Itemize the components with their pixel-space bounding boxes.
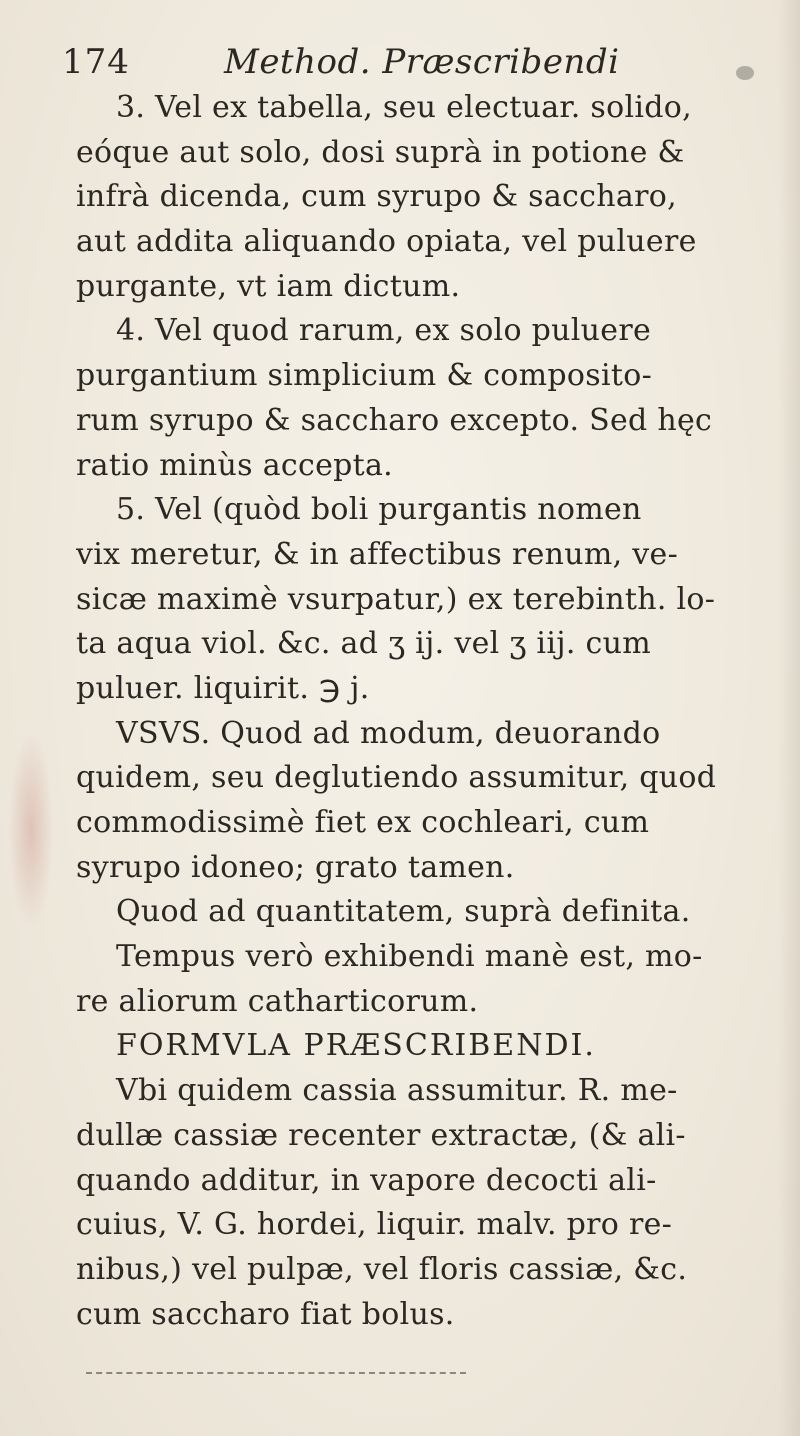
text-line: cuius, V. G. hordei, liquir. malv. pro re-	[76, 1207, 673, 1243]
text-line: puluer. liquirit. ℈ j.	[76, 670, 370, 706]
body-text	[76, 86, 788, 1337]
text-line: eóque aut solo, dosi suprà in potione &	[76, 134, 685, 170]
page-number: 174	[62, 42, 130, 82]
text-line: purgante, vt iam dictum.	[76, 268, 461, 304]
text-line: sicæ maximè vsurpatur,) ex terebinth. lo-	[76, 581, 716, 617]
text-line: syrupo idoneo; grato tamen.	[76, 849, 515, 885]
text-line: ta aqua viol. &c. ad ʒ ij. vel ʒ iij. cum	[76, 626, 651, 662]
text-line: aut addita aliquando opiata, vel puluere	[76, 224, 697, 260]
text-line: infrà dicenda, cum syrupo & saccharo,	[76, 179, 677, 215]
paper-stain	[8, 730, 54, 930]
text-line: Vbi quidem cassia assumitur. R. me-	[116, 1073, 678, 1109]
text-line: rum syrupo & saccharo excepto. Sed hęc	[76, 402, 713, 438]
text-line: dullæ cassiæ recenter extractæ, (& ali-	[76, 1117, 686, 1153]
text-line: nibus,) vel pulpæ, vel floris cassiæ, &c.	[76, 1251, 688, 1287]
text-line: 5. Vel (quòd boli purgantis nomen	[116, 492, 642, 528]
text-line: ratio minùs accepta.	[76, 447, 394, 483]
text-line: quidem, seu deglutiendo assumitur, quod	[76, 760, 717, 796]
section-heading: FORMVLA PRÆSCRIBENDI.	[116, 1028, 596, 1064]
text-line: VSVS. Quod ad modum, deuorando	[116, 715, 661, 751]
text-line: commodissimè fiet ex cochleari, cum	[76, 805, 650, 840]
text-line: re aliorum catharticorum.	[76, 983, 479, 1019]
text-line: Tempus verò exhibendi manè est, mo-	[116, 939, 703, 975]
text-line: purgantium simplicium & composito-	[76, 358, 653, 394]
text-line: 3. Vel ex tabella, seu electuar. solido,	[116, 90, 692, 125]
text-line: vix meretur, & in affectibus renum, ve-	[76, 536, 679, 572]
running-head: Method. Præscribendi	[224, 42, 620, 82]
footer-rule	[86, 1372, 466, 1374]
page-header	[62, 38, 762, 88]
text-line: 4. Vel quod rarum, ex solo puluere	[116, 313, 652, 349]
text-line: quando additur, in vapore decocti ali-	[76, 1162, 657, 1198]
text-line: Quod ad quantitatem, suprà definita.	[116, 894, 691, 930]
text-line: cum saccharo fiat bolus.	[76, 1296, 455, 1332]
